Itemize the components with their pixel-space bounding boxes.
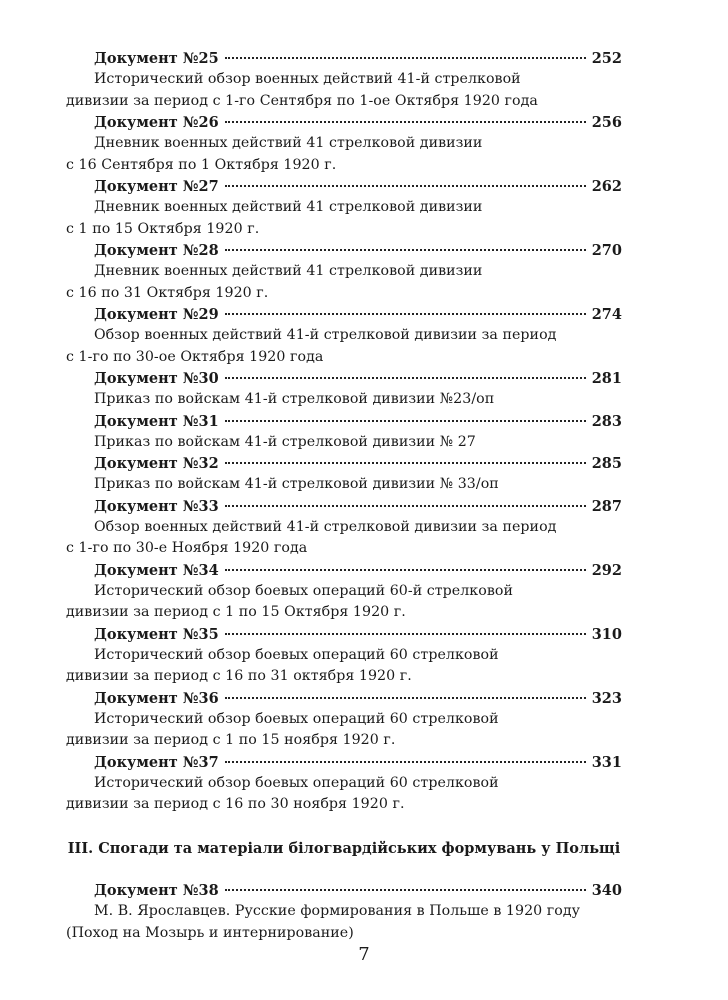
toc-entry	[66, 48, 622, 112]
toc-entry-description: Дневник военных действий 41 стрелковой дивизии с 16 по 31 Октября 1920 г.	[66, 263, 483, 301]
toc-entry-title: Документ №29	[94, 306, 219, 323]
toc-entry-description: М. В. Ярославцев. Русские формирования в Польше в 1920 году (Поход на Мозырь и интернирование)	[66, 903, 581, 941]
toc-entry-title: Документ №28	[94, 242, 219, 259]
toc-entry-heading	[66, 624, 622, 645]
toc-entry-title: Документ №34	[94, 561, 219, 579]
dot-leader	[225, 420, 586, 422]
toc-entry	[66, 411, 622, 454]
toc-entry-title: Документ №33	[94, 497, 219, 515]
toc-entry-title: Документ №36	[94, 689, 219, 707]
toc-entry-title: Документ №26	[94, 114, 219, 131]
dot-leader	[225, 889, 586, 891]
toc-entry-title: Документ №37	[94, 753, 219, 771]
toc-entry	[66, 453, 622, 496]
dot-leader	[225, 185, 586, 187]
dot-leader	[225, 761, 586, 763]
toc-entry-description: Исторический обзор боевых операций 60 стрелковой дивизии за период с 16 по 30 ноября 1920 г.	[66, 774, 499, 812]
toc-entry	[66, 752, 622, 816]
toc-entry-page: 274	[591, 306, 622, 323]
toc-entry	[66, 240, 622, 304]
toc-entry-page: 281	[591, 370, 622, 387]
section-heading: III. Спогади та матеріали білогвардійських формувань у Польщі	[67, 840, 621, 857]
dot-leader	[225, 569, 586, 571]
toc-entry-description: Дневник военных действий 41 стрелковой дивизии с 1 по 15 Октября 1920 г.	[66, 199, 483, 237]
toc-entry-title: Документ №32	[94, 455, 219, 472]
toc-entry-page: 283	[591, 412, 622, 430]
toc-entry	[66, 368, 622, 411]
dot-leader	[225, 633, 586, 635]
dot-leader	[225, 121, 586, 123]
toc-entry-page: 331	[591, 753, 622, 771]
toc-entry-description: Обзор военных действий 41-й стрелковой дивизии за период с 1-го по 30-е Ноября 1920 года	[66, 518, 557, 556]
toc-entry	[66, 560, 622, 624]
toc-entry-page: 310	[591, 625, 622, 643]
toc-entry-heading	[66, 752, 622, 773]
toc-entry	[66, 624, 622, 688]
toc-entry-title: Документ №31	[94, 412, 219, 430]
dot-leader	[225, 505, 586, 507]
toc-entry-heading	[66, 453, 622, 474]
toc-entry-description: Исторический обзор боевых операций 60-й стрелковой дивизии за период с 1 по 15 Октября 1920 г.	[66, 582, 513, 620]
toc-entry	[66, 176, 622, 240]
toc-entry-title: Документ №27	[94, 178, 219, 195]
toc-entry	[66, 880, 622, 944]
toc-entry-heading	[66, 304, 622, 325]
page-number: 7	[358, 944, 370, 965]
dot-leader	[225, 313, 586, 315]
toc-entry-page: 340	[591, 882, 622, 899]
dot-leader	[225, 377, 586, 379]
toc-entry-title: Документ №30	[94, 370, 219, 387]
toc-entry-page: 270	[591, 242, 622, 259]
toc-entry-description: Приказ по войскам 41-й стрелковой дивизии № 27	[94, 433, 476, 450]
toc-entry	[66, 304, 622, 368]
toc-entry-heading	[66, 112, 622, 133]
toc-entry-description: Исторический обзор боевых операций 60 стрелковой дивизии за период с 1 по 15 ноября 1920 г.	[66, 710, 499, 748]
toc-entry-page: 252	[591, 50, 622, 67]
dot-leader	[225, 462, 586, 464]
toc-entry-page: 256	[591, 114, 622, 131]
toc-entry-heading	[66, 880, 622, 901]
toc-entry-heading	[66, 560, 622, 581]
toc-entry-heading	[66, 48, 622, 69]
toc-entry-heading	[66, 688, 622, 709]
toc-entry-description: Обзор военных действий 41-й стрелковой дивизии за период с 1-го по 30-ое Октября 1920 года	[66, 327, 557, 365]
toc-entry-title: Документ №38	[94, 882, 219, 899]
toc-entry-description: Исторический обзор военных действий 41-й стрелковой дивизии за период с 1-го Сентября по 1-ое Октября 1920 года	[66, 71, 538, 109]
toc-entry-heading	[66, 411, 622, 432]
toc-entry	[66, 112, 622, 176]
toc-entry-description: Исторический обзор боевых операций 60 стрелковой дивизии за период с 16 по 31 октября 1920 г.	[66, 646, 499, 684]
toc-list-section-3	[66, 880, 622, 944]
toc-entry-title: Документ №25	[94, 50, 219, 67]
toc-entry-page: 285	[591, 455, 622, 472]
toc-entry-title: Документ №35	[94, 625, 219, 643]
toc-entry-page: 292	[591, 561, 622, 579]
toc-entry-heading	[66, 496, 622, 517]
dot-leader	[225, 249, 586, 251]
toc-entry-heading	[66, 368, 622, 389]
toc-list	[66, 48, 622, 816]
dot-leader	[225, 697, 586, 699]
toc-entry-heading	[66, 176, 622, 197]
toc-entry-page: 262	[591, 178, 622, 195]
toc-entry-heading	[66, 240, 622, 261]
toc-entry-description: Дневник военных действий 41 стрелковой дивизии с 16 Сентября по 1 Октября 1920 г.	[66, 135, 483, 173]
toc-entry-description: Приказ по войскам 41-й стрелковой дивизии № 33/оп	[94, 476, 499, 492]
toc-entry	[66, 688, 622, 752]
toc-entry	[66, 496, 622, 560]
toc-entry-description: Приказ по войскам 41-й стрелковой дивизии №23/оп	[94, 391, 495, 407]
toc-entry-page: 287	[591, 497, 622, 515]
toc-entry-page: 323	[591, 689, 622, 707]
dot-leader	[225, 57, 586, 59]
